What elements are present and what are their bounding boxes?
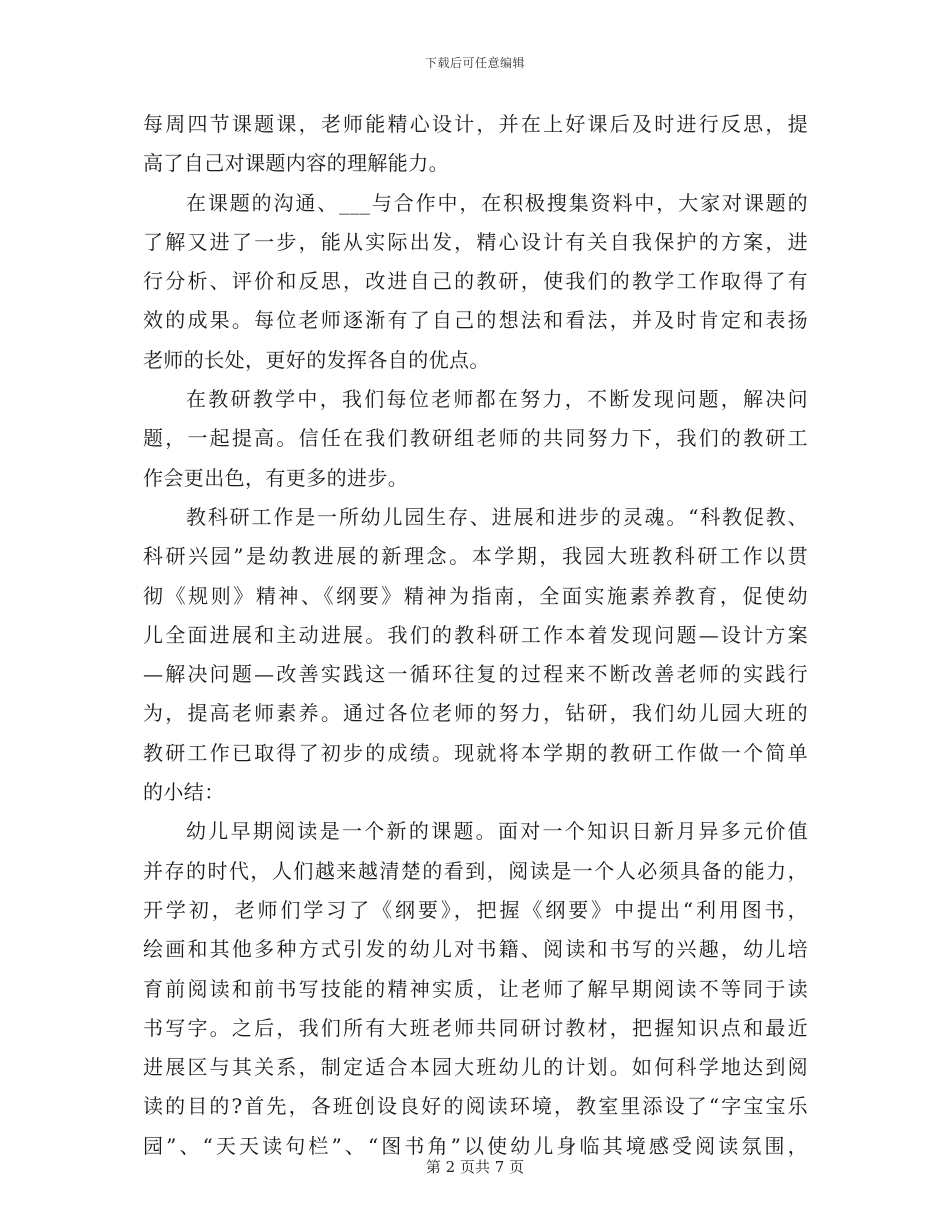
paragraph [143,498,808,812]
text-line: 在教研教学中，我们每位老师都在努力，不断发现问题，解决问 [186,387,808,412]
text-line: 开学初，老师们学习了《纲要》，把握《纲要》中提出“利用图书， [143,897,808,922]
text-line: 作会更出色，有更多的进步。 [143,465,409,490]
text-line: 教研工作已取得了初步的成绩。现就将本学期的教研工作做一个简单 [143,740,808,765]
text-line: 教科研工作是一所幼儿园生存、进展和进步的灵魂。“科教促教、 [186,504,808,529]
text-line: 彻《规则》精神、《纲要》精神为指南，全面实施素养教育，促使幼 [143,583,808,608]
paragraph [143,380,808,498]
text-line: 了解又进了一步，能从实际出发，精心设计有关自我保护的方案，进 [143,229,808,254]
text-line: 高了自己对课题内容的理解能力。 [143,151,449,176]
text-line: 每周四节课题课，老师能精心设计，并在上好课后及时进行反思，提 [143,112,808,136]
text-line: 育前阅读和前书写技能的精神实质，让老师了解早期阅读不等同于读 [143,976,808,1001]
page-header: 下载后可任意编辑 [424,56,525,70]
text-line: 题，一起提高。信任在我们教研组老师的共同努力下，我们的教研工 [143,426,808,451]
text-line: 读的目的?首先，各班创设良好的阅读环境，教室里添设了“字宝宝乐 [143,1094,808,1119]
text-line: 进展区与其关系，制定适合本园大班幼儿的计划。如何科学地达到阅 [143,1055,808,1080]
page-number: 第 2 页共 7 页 [425,1158,525,1176]
text-line: 在课题的沟通、___与合作中，在积极搜集资料中，大家对课题的 [186,190,808,215]
text-line: 为，提高老师素养。通过各位老师的努力，钻研，我们幼儿园大班的 [143,701,808,726]
text-line: 行分析、评价和反思，改进自己的教研，使我们的教学工作取得了有 [143,269,808,294]
paragraph [143,812,808,1166]
text-line: 效的成果。每位老师逐渐有了自己的想法和看法，并及时肯定和表扬 [143,308,808,333]
document-body [143,105,808,1166]
text-line: 并存的时代，人们越来越清楚的看到，阅读是一个人必须具备的能力， [143,858,808,883]
text-line: 绘画和其他多种方式引发的幼儿对书籍、阅读和书写的兴趣，幼儿培 [143,937,808,962]
text-line: —解决问题—改善实践这一循环往复的过程来不断改善老师的实践行 [143,662,808,687]
paragraph [143,184,808,380]
text-line: 儿全面进展和主动进展。我们的教科研工作本着发现问题—设计方案 [143,622,808,647]
text-line: 幼儿早期阅读是一个新的课题。面对一个知识日新月异多元价值 [186,819,808,844]
text-line: 的小结： [143,780,225,805]
paragraph [143,105,808,184]
text-line: 老师的长处，更好的发挥各自的优点。 [143,347,490,372]
text-line: 园”、“天天读句栏”、“图书角”以使幼儿身临其境感受阅读氛围， [143,1133,808,1158]
text-line: 书写字。之后，我们所有大班老师共同研讨教材，把握知识点和最近 [143,1015,808,1040]
text-line: 科研兴园”是幼教进展的新理念。本学期，我园大班教科研工作以贯 [143,544,808,569]
